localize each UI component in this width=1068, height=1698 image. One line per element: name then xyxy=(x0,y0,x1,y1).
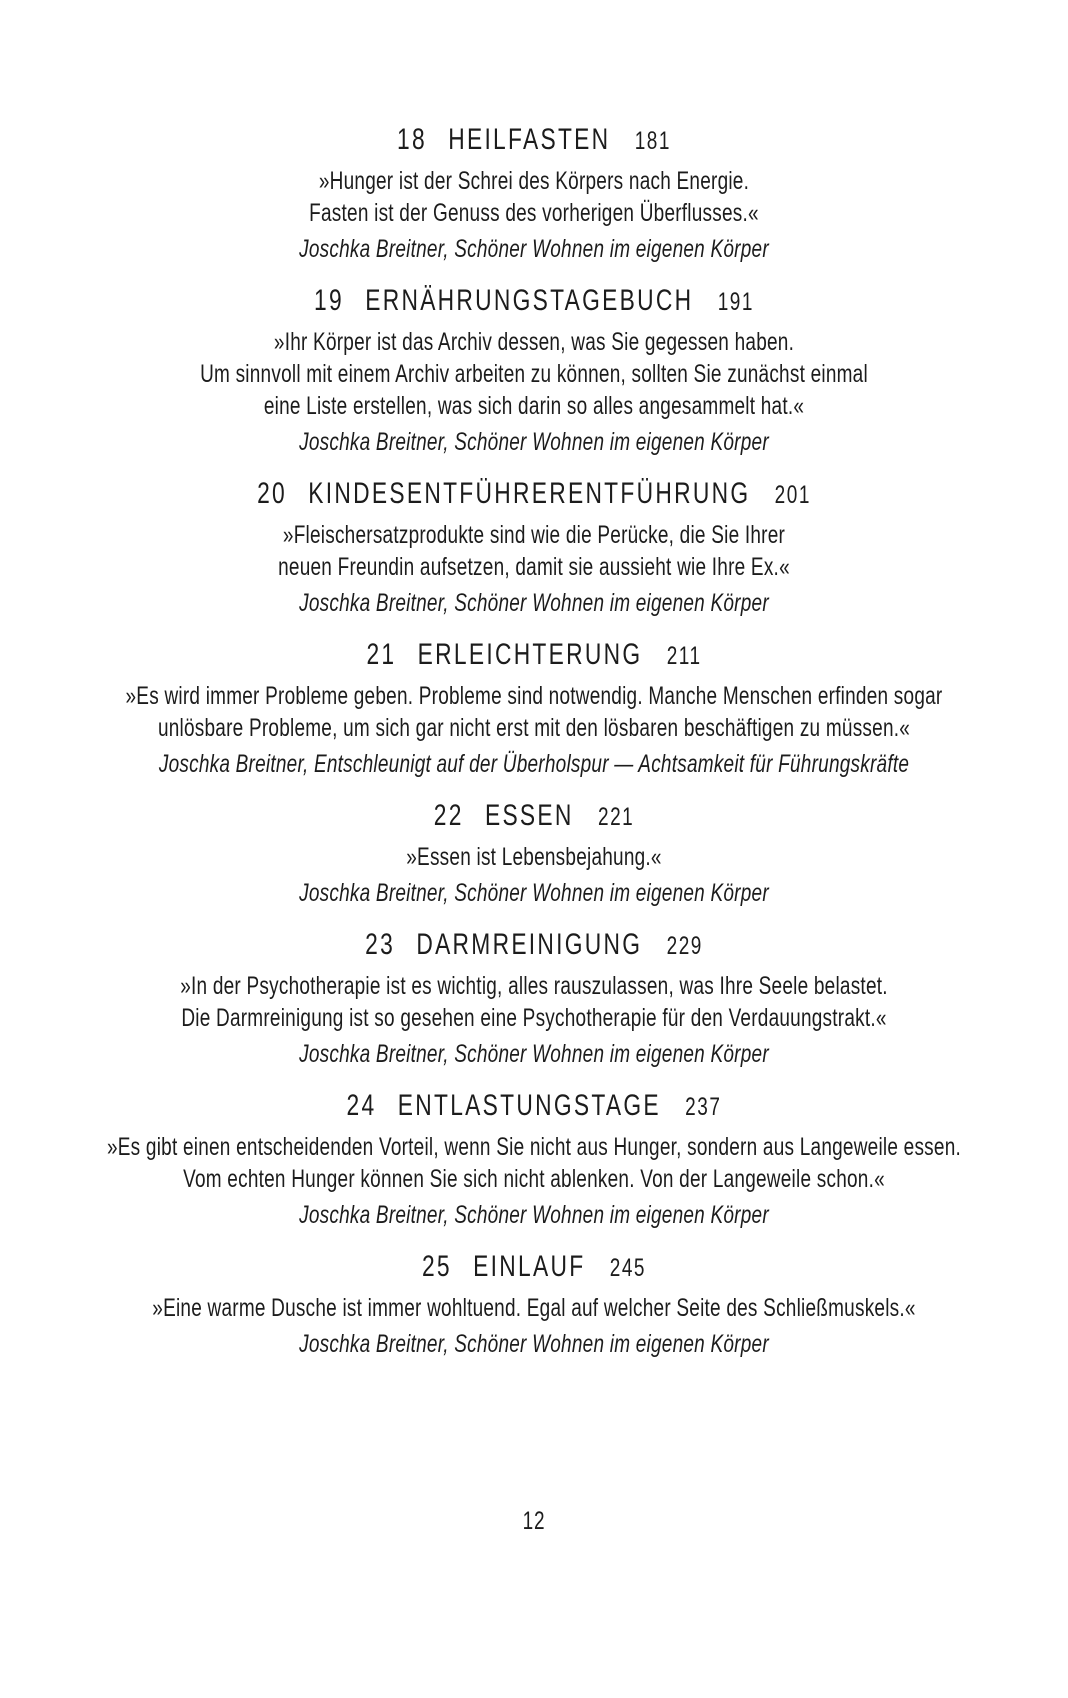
chapter-page-number: 211 xyxy=(666,642,702,670)
quote-line: Fasten ist der Genuss des vorherigen Überflusses.« xyxy=(309,199,759,227)
toc-entry-23 xyxy=(25,927,1043,1070)
quote-line: unlösbare Probleme, um sich gar nicht erst mit den lösbaren beschäftigen zu müssen.« xyxy=(157,714,911,742)
chapter-number: 20 xyxy=(257,477,287,510)
chapter-number: 19 xyxy=(314,284,344,317)
quote-line: »Fleischersatzprodukte sind wie die Perücke, die Sie Ihrer xyxy=(282,521,786,549)
quote-attribution: Joschka Breitner, Schöner Wohnen im eigenen Körper xyxy=(299,235,769,263)
chapter-page-number: 237 xyxy=(685,1093,722,1121)
quote-line: »Es gibt einen entscheidenden Vorteil, wenn Sie nicht aus Hunger, sondern aus Langeweile essen. xyxy=(106,1133,962,1161)
chapter-number: 21 xyxy=(366,638,397,671)
quote-attribution: Joschka Breitner, Schöner Wohnen im eigenen Körper xyxy=(299,879,769,907)
chapter-page-number: 191 xyxy=(717,288,754,316)
chapter-title: ESSEN xyxy=(484,799,574,832)
chapter-quote xyxy=(25,680,1043,744)
quote-attribution: Joschka Breitner, Entschleunigt auf der Überholspur — Achtsamkeit für Führungskräfte xyxy=(158,750,910,778)
quote-line: »Hunger ist der Schrei des Körpers nach Energie. xyxy=(318,167,750,195)
chapter-heading xyxy=(25,798,1043,835)
page-number: 12 xyxy=(522,1507,546,1535)
chapter-page-number: 181 xyxy=(634,127,671,155)
toc-content xyxy=(25,0,1043,1537)
chapter-number: 25 xyxy=(421,1250,452,1283)
chapter-heading xyxy=(25,927,1043,964)
toc-entry-24 xyxy=(25,1088,1043,1231)
chapter-title: ERNÄHRUNGSTAGEBUCH xyxy=(365,284,694,317)
quote-line: »Eine warme Dusche ist immer wohltuend. Egal auf welcher Seite des Schließmuskels.« xyxy=(152,1294,916,1322)
chapter-heading xyxy=(25,476,1043,513)
toc-entry-20 xyxy=(25,476,1043,619)
chapter-title: ERLEICHTERUNG xyxy=(417,638,643,671)
chapter-quote xyxy=(25,326,1043,422)
chapter-heading xyxy=(25,1249,1043,1286)
quote-line: eine Liste erstellen, was sich darin so alles angesammelt hat.« xyxy=(263,392,805,420)
chapter-quote xyxy=(25,1131,1043,1195)
quote-line: Vom echten Hunger können Sie sich nicht ablenken. Von der Langeweile schon.« xyxy=(183,1165,885,1193)
quote-line: »Ihr Körper ist das Archiv dessen, was Sie gegessen haben. xyxy=(273,328,795,356)
toc-entry-21 xyxy=(25,637,1043,780)
chapter-title: HEILFASTEN xyxy=(448,123,611,156)
chapter-quote xyxy=(25,519,1043,583)
chapter-heading xyxy=(25,1088,1043,1125)
quote-line: »Es wird immer Probleme geben. Probleme sind notwendig. Manche Menschen erfinden sogar xyxy=(125,682,943,710)
toc-entry-22 xyxy=(25,798,1043,909)
chapter-page-number: 201 xyxy=(774,481,811,509)
chapter-page-number: 229 xyxy=(666,932,703,960)
quote-line: Um sinnvoll mit einem Archiv arbeiten zu können, sollten Sie zunächst einmal xyxy=(200,360,868,388)
quote-attribution: Joschka Breitner, Schöner Wohnen im eigenen Körper xyxy=(299,1040,769,1068)
chapter-title: KINDESENTFÜHRERENTFÜHRUNG xyxy=(308,477,751,510)
toc-entry-25 xyxy=(25,1249,1043,1360)
chapter-quote xyxy=(25,970,1043,1034)
quote-attribution: Joschka Breitner, Schöner Wohnen im eigenen Körper xyxy=(299,1330,769,1358)
quote-line: Die Darmreinigung ist so gesehen eine Psychotherapie für den Verdauungstrakt.« xyxy=(181,1004,887,1032)
chapter-heading xyxy=(25,637,1043,674)
chapter-title: EINLAUF xyxy=(473,1250,586,1283)
quote-attribution: Joschka Breitner, Schöner Wohnen im eigenen Körper xyxy=(299,428,769,456)
toc-entry-19 xyxy=(25,283,1043,458)
chapter-number: 24 xyxy=(346,1089,377,1122)
chapter-quote xyxy=(25,1292,1043,1324)
quote-attribution: Joschka Breitner, Schöner Wohnen im eigenen Körper xyxy=(299,1201,769,1229)
chapter-page-number: 245 xyxy=(609,1254,647,1282)
chapter-number: 23 xyxy=(365,928,396,961)
chapter-title: ENTLASTUNGSTAGE xyxy=(397,1089,661,1122)
quote-line: »In der Psychotherapie ist es wichtig, alles rauszulassen, was Ihre Seele belastet. xyxy=(180,972,888,1000)
chapter-title: DARMREINIGUNG xyxy=(416,928,643,961)
quote-line: neuen Freundin aufsetzen, damit sie aussieht wie Ihre Ex.« xyxy=(278,553,790,581)
chapter-heading xyxy=(25,283,1043,320)
toc-entry-18 xyxy=(25,122,1043,265)
chapter-page-number: 221 xyxy=(597,803,635,831)
chapter-quote xyxy=(25,165,1043,229)
chapter-heading xyxy=(25,122,1043,159)
chapter-number: 22 xyxy=(433,799,464,832)
chapter-number: 18 xyxy=(397,123,427,156)
quote-attribution: Joschka Breitner, Schöner Wohnen im eigenen Körper xyxy=(299,589,769,617)
chapter-quote xyxy=(25,841,1043,873)
quote-line: »Essen ist Lebensbejahung.« xyxy=(406,843,662,871)
